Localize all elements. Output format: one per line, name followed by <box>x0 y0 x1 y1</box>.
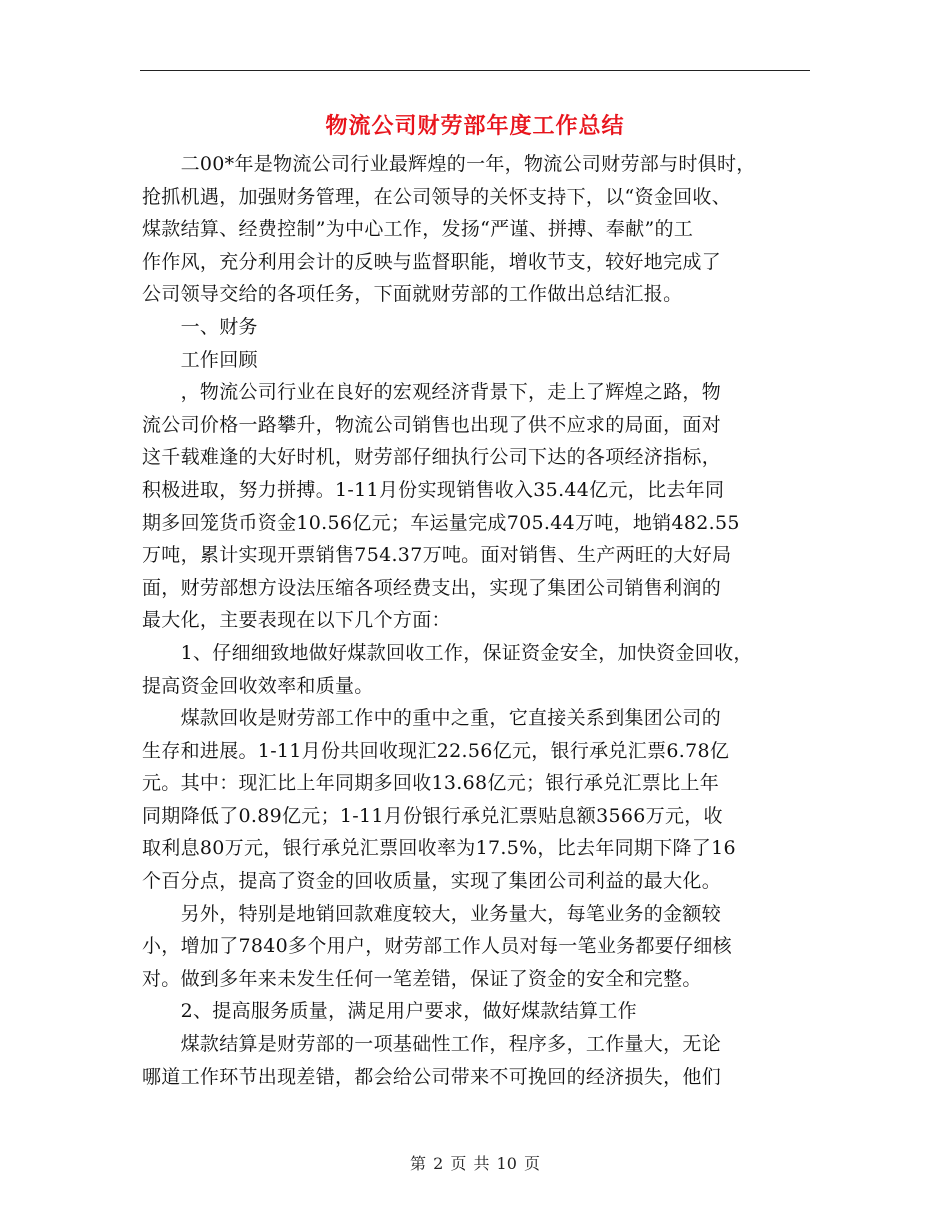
header-rule <box>140 70 810 71</box>
body-line: 对。做到多年来未发生任何一笔差错，保证了资金的安全和完整。 <box>142 967 702 990</box>
body-line: 万吨，累计实现开票销售754.37万吨。面对销售、生产两旺的大好局 <box>142 544 732 567</box>
body-line: 最大化，主要表现在以下几个方面： <box>142 609 451 632</box>
page-number: 第 2 页 共 10 页 <box>410 1154 540 1173</box>
body-line: 期多回笼货币资金10.56亿元；车运量完成705.44万吨，地销482.55 <box>142 511 740 534</box>
point-heading-2: 2、提高服务质量，满足用户要求，做好煤款结算工作 <box>142 1000 637 1023</box>
body-line: 面，财劳部想方设法压缩各项经费支出，实现了集团公司销售利润的 <box>142 576 722 599</box>
body-line: 个百分点，提高了资金的回收质量，实现了集团公司利益的最大化。 <box>142 870 722 893</box>
body-line: ，物流公司行业在良好的宏观经济背景下，走上了辉煌之路，物 <box>142 381 722 404</box>
body-line: 煤款结算是财劳部的一项基础性工作，程序多，工作量大，无论 <box>142 1033 722 1056</box>
body-line: 小，增加了7840多个用户，财劳部工作人员对每一笔业务都要仔细核 <box>142 935 732 958</box>
body-line: 二00*年是物流公司行业最辉煌的一年，物流公司财劳部与时俱时， <box>142 153 756 175</box>
document-title: 物流公司财劳部年度工作总结 <box>325 113 625 139</box>
body-line: 煤款回收是财劳部工作中的重中之重，它直接关系到集团公司的 <box>142 707 722 730</box>
body-line: 积极进取，努力拼搏。1-11月份实现销售收入35.44亿元，比去年同 <box>142 478 725 501</box>
body-line: 生存和进展。1-11月份共回收现汇22.56亿元，银行承兑汇票6.78亿 <box>142 739 730 762</box>
body-line: 另外，特别是地销回款难度较大，业务量大，每笔业务的金额较 <box>142 902 722 925</box>
body-line: 元。其中：现汇比上年同期多回收13.68亿元；银行承兑汇票比上年 <box>142 772 719 795</box>
body-line: 取利息80万元，银行承兑汇票回收率为17.5%，比去年同期下降了16 <box>142 837 736 860</box>
document-body <box>142 148 822 1093</box>
body-line: 作作风，充分利用会计的反映与监督职能，增收节支，较好地完成了 <box>142 250 722 273</box>
body-line: 同期降低了0.89亿元；1-11月份银行承兑汇票贴息额3566万元，收 <box>142 804 723 827</box>
section-heading-finance: 一、财务 <box>142 315 258 338</box>
subsection-heading-review: 工作回顾 <box>142 348 258 371</box>
body-line: 公司领导交给的各项任务，下面就财劳部的工作做出总结汇报。 <box>142 283 683 306</box>
body-line: 抢抓机遇，加强财务管理，在公司领导的关怀支持下，以“资金回收、 <box>142 185 732 208</box>
point-heading-1: 1、仔细细致地做好煤款回收工作，保证资金安全，加快资金回收， <box>142 641 753 664</box>
body-line: 煤款结算、经费控制”为中心工作，发扬“严谨、拼搏、奉献”的工 <box>142 218 694 241</box>
body-line: 这千载难逢的大好时机，财劳部仔细执行公司下达的各项经济指标， <box>142 446 722 469</box>
body-line: 流公司价格一路攀升，物流公司销售也出现了供不应求的局面，面对 <box>142 413 722 436</box>
body-line: 哪道工作环节出现差错，都会给公司带来不可挽回的经济损失，他们 <box>142 1065 722 1088</box>
body-line: 提高资金回收效率和质量。 <box>142 674 374 697</box>
